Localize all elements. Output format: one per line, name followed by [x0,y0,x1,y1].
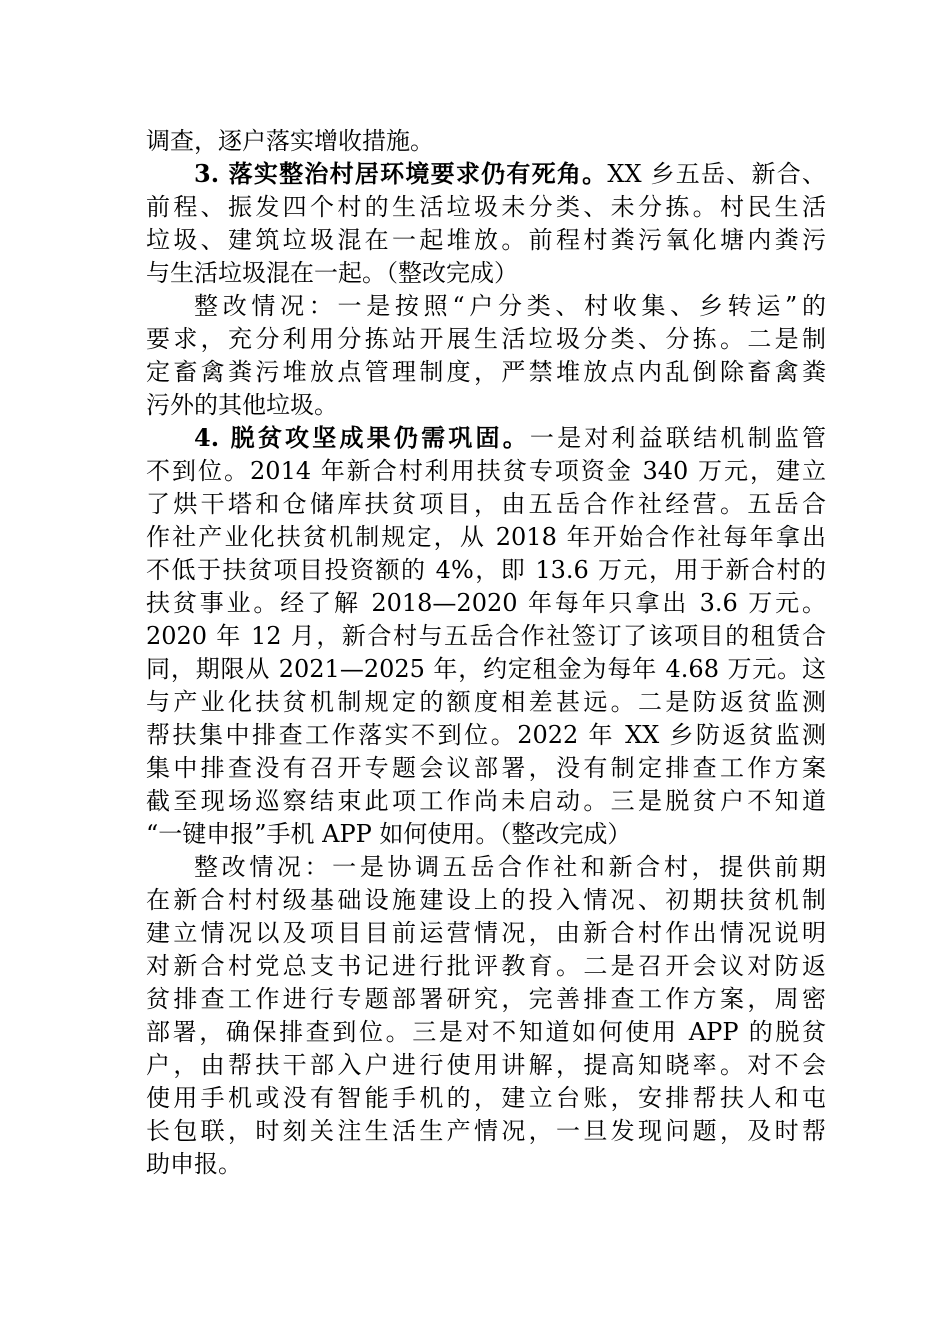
body-text-line: 定畜禽粪污堆放点管理制度，严禁堆放点内乱倒除畜禽粪 [146,358,826,386]
body-text-line: 帮扶集中排查工作落实不到位。2022 年 XX 乡防返贫监测 [146,721,826,749]
body-text-line: 户，由帮扶干部入户进行使用讲解，提高知晓率。对不会 [146,1051,826,1079]
section-4-heading-line [194,421,826,455]
section-4-heading: 4. 脱贫攻坚成果仍需巩固。 [194,423,530,452]
body-text-line: 截至现场巡察结束此项工作尚未启动。三是脱贫户不知道 [146,787,826,815]
body-text-line: 整改情况：一是按照“户分类、村收集、乡转运”的 [194,292,826,320]
body-text-line: 调查，逐户落实增收措施。 [146,127,434,155]
section-3-heading: 3. 落实整治村居环境要求仍有死角。 [194,159,608,188]
body-text-line: 整改情况：一是协调五岳合作社和新合村，提供前期 [194,853,826,881]
body-text-line: “一键申报”手机 APP 如何使用。（整改完成） [146,820,632,848]
body-text-line: 贫排查工作进行专题部署研究，完善排查工作方案，周密 [146,985,826,1013]
body-text-line: 同，期限从 2021—2025 年，约定租金为每年 4.68 万元。这 [146,655,826,683]
body-text-line: 与产业化扶贫机制规定的额度相差甚远。二是防返贫监测 [146,688,826,716]
body-text-line: 不低于扶贫项目投资额的 4%，即 13.6 万元，用于新合村的 [146,556,826,584]
body-text-line: 长包联，时刻关注生活生产情况，一旦发现问题，及时帮 [146,1117,826,1145]
body-text-line: 了烘干塔和仓储库扶贫项目，由五岳合作社经营。五岳合 [146,490,826,518]
body-text-line: 作社产业化扶贫机制规定，从 2018 年开始合作社每年拿出 [146,523,826,551]
body-text: 一是对利益联结机制监管 [529,424,827,452]
body-text-line: 与生活垃圾混在一起。（整改完成） [146,259,518,287]
section-3-heading-line [194,157,826,191]
body-text-line: 扶贫事业。经了解 2018—2020 年每年只拿出 3.6 万元。 [146,589,826,617]
body-text-line: 对新合村党总支书记进行批评教育。二是召开会议对防返 [146,952,826,980]
body-text-line: 前程、振发四个村的生活垃圾未分类、未分拣。村民生活 [146,193,826,221]
body-text-line: 2020 年 12 月，新合村与五岳合作社签订了该项目的租赁合 [146,622,826,650]
body-text-line: 使用手机或没有智能手机的，建立台账，安排帮扶人和屯 [146,1084,826,1112]
body-text-line: 在新合村村级基础设施建设上的投入情况、初期扶贫机制 [146,886,826,914]
body-text-line: 建立情况以及项目目前运营情况，由新合村作出情况说明 [146,919,826,947]
body-text-line: 要求，充分利用分拣站开展生活垃圾分类、分拣。二是制 [146,325,826,353]
body-text-line: 部署，确保排查到位。三是对不知道如何使用 APP 的脱贫 [146,1018,826,1046]
body-text-line: 污外的其他垃圾。 [146,391,338,419]
body-text: XX 乡五岳、新合、 [607,160,826,188]
body-text-line: 垃圾、建筑垃圾混在一起堆放。前程村粪污氧化塘内粪污 [146,226,826,254]
body-text-line: 集中排查没有召开专题会议部署，没有制定排查工作方案 [146,754,826,782]
body-text-line: 不到位。2014 年新合村利用扶贫专项资金 340 万元，建立 [146,457,826,485]
body-text-line: 助申报。 [146,1150,242,1178]
